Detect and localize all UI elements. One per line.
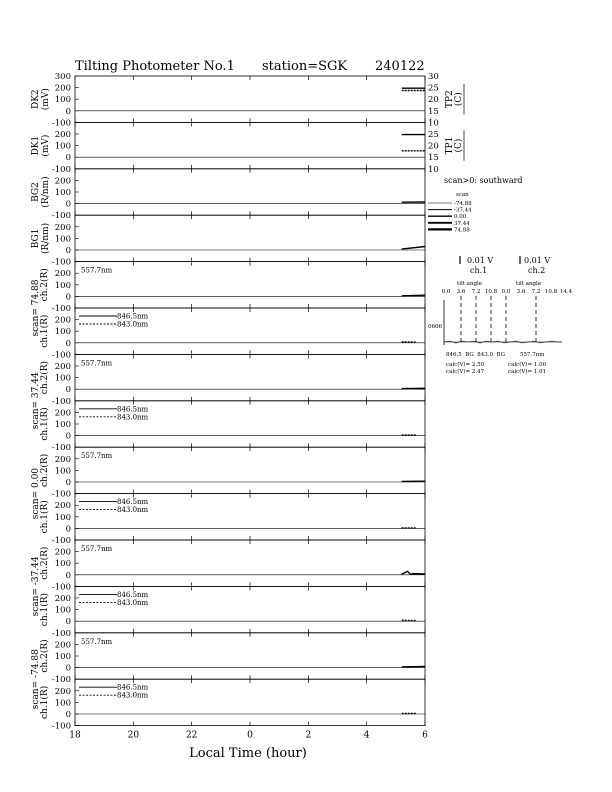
y-tick-label: -100 [51,721,71,732]
x-tick-label: 0 [247,730,253,741]
y-tick-label: 100 [54,698,71,709]
station-label: station=SGK [262,59,348,74]
y-axis-unit: (mV) [41,88,51,111]
series-line [402,571,425,574]
series-line [402,295,425,296]
y-tick-label: 200 [54,501,71,512]
temperature-tick-label: 10 [428,118,439,129]
y-tick-label: -100 [51,396,71,407]
tilt-tick-label: 0.0 [501,289,511,295]
tilt-tick-label: 7.2 [471,289,481,295]
series-legend: 846.5nm [117,590,149,599]
panel-p10 [39,494,425,546]
series-legend: 557.7nm [81,359,113,368]
panel-p6 [39,308,425,360]
y-tick-label: 0 [65,338,71,349]
mini-time-label: 0606 [428,324,442,330]
y-tick-label: 0 [65,246,71,256]
y-tick-label: 200 [54,408,71,419]
y-axis-label: ch.1(R) [40,407,50,441]
x-tick-label: 4 [363,730,370,741]
y-axis-label: ch.1(R) [40,592,50,627]
series-legend: 843.0nm [117,413,149,422]
series-legend: 843.0nm [117,598,149,607]
y-tick-label: 100 [54,95,71,106]
panel-p8 [39,401,425,453]
y-tick-label: -100 [51,164,71,175]
panel-bg2 [31,169,425,221]
panel-frame [75,76,425,122]
tilt-tick-label: 10.8 [544,289,558,295]
panel-frame [75,447,425,493]
series-legend: 843.0nm [117,691,149,700]
scan-legend [428,201,472,233]
series-legend: 846.5nm [117,405,149,414]
panel-p9 [31,447,425,519]
panel-p12 [39,586,425,638]
y-tick-label: 0 [65,663,71,674]
y-axis-unit: (R/nm) [41,176,51,208]
series-legend: 846.5nm [117,683,149,692]
y-tick-label: 200 [54,176,71,187]
y-tick-label: 200 [54,222,71,233]
temperature-tick-label: 20 [428,141,439,152]
scan-group-label: scan= -74.88 [31,649,41,710]
chart-title: Tilting Photometer No.1 [75,59,235,74]
y-axis-label: DK1 [31,135,41,156]
y-axis-label: BG1 [31,228,41,249]
voltage-scale-ch2: 0.01 V [524,256,551,265]
y-tick-label: 200 [54,130,71,140]
panel-frame [75,215,425,261]
temperature-label: TP2 [445,90,455,109]
series-legend: 846.5nm [117,498,149,507]
temperature-tick-label: 30 [428,72,439,82]
series-legend: 843.0nm [117,320,149,329]
y-tick-label: 0 [65,617,71,628]
scan-legend-value: 0.00 [454,214,467,221]
y-axis-label: ch.2(R) [40,268,50,302]
panel-frame [75,262,425,308]
x-tick-label: 18 [69,730,81,741]
y-tick-label: 100 [54,234,71,245]
y-axis-label: ch.2(R) [40,546,50,580]
tilt-tick-label: 3.6 [456,289,466,295]
y-tick-label: -100 [51,628,71,639]
y-tick-label: 0 [65,106,71,117]
scan-group-label: scan= 74.88 [31,279,41,337]
y-tick-label: 200 [54,362,71,372]
y-axis-label: ch.1(R) [40,314,50,348]
temperature-tick-label: 25 [428,83,439,94]
y-tick-label: 0 [65,153,71,164]
x-tick-label: 2 [305,730,312,741]
y-tick-label: 100 [54,559,71,570]
series-legend: 846.5nm [117,312,149,321]
mini-bottom-labels-1: 846.5 BG 843.0 BG [446,352,506,358]
y-tick-label: -100 [51,211,71,222]
x-axis [69,731,428,741]
y-tick-label: 200 [54,83,71,94]
temperature-axis [428,72,464,128]
tilt-tick-label: 7.2 [531,289,541,295]
scan-legend-title: scan [456,192,469,198]
y-tick-label: 300 [54,72,71,82]
voltage-scale-ch1: 0.01 V [467,256,494,265]
panel-frame [75,354,425,400]
series-legend: 557.7nm [81,545,113,553]
panel-stack [31,72,464,732]
scan-legend-value: -74.88 [454,201,472,207]
y-tick-label: 0 [65,478,71,488]
temperature-axis [428,130,464,175]
scan-legend-value: 37.44 [454,220,470,227]
panel-dk2 [31,72,464,128]
panel-p14 [39,679,425,731]
temperature-tick-label: 15 [428,106,439,117]
y-axis-label: DK2 [31,89,41,110]
side-panel [428,176,573,375]
y-tick-label: -100 [51,675,71,686]
calc-ch1-b: calc(V)= 2.47 [446,369,485,375]
y-tick-label: 0 [65,385,71,396]
tilt-tick-label: 14.4 [559,289,573,295]
y-tick-label: 200 [54,454,71,465]
y-tick-label: 200 [54,594,71,604]
y-tick-label: 0 [65,431,71,442]
y-tick-label: 100 [54,512,71,523]
x-tick-label: 22 [185,730,198,741]
series-line [402,247,425,250]
panel-bg1 [31,215,425,267]
y-tick-label: 200 [54,547,71,558]
y-tick-label: 100 [54,280,71,291]
series-legend: 557.7nm [81,637,113,646]
y-tick-label: 100 [54,188,71,198]
series-line [402,666,425,667]
y-tick-label: 100 [54,652,71,662]
y-tick-label: 0 [65,524,71,535]
channel-1-label: ch.1 [470,266,488,275]
y-axis-label: BG2 [31,182,41,202]
calc-ch2-b: calc(V)= 1.01 [508,369,547,375]
y-tick-label: -100 [51,304,71,314]
date-label: 240122 [375,59,425,74]
scan-group-label: scan= 0.00 [31,467,41,520]
scan-group-label: scan= -37.44 [31,556,41,617]
tilt-tick-label: 3.6 [516,289,526,295]
y-axis-label: ch.2(R) [40,360,50,395]
y-axis-label: ch.2(R) [40,639,50,673]
series-legend: 557.7nm [81,452,113,461]
y-tick-label: 0 [65,292,71,303]
calc-ch1-a: calc(V)= 2.50 [446,362,485,368]
temperature-tick-label: 25 [428,130,439,140]
y-tick-label: 100 [54,605,71,616]
y-tick-label: 100 [54,373,71,384]
x-tick-label: 20 [127,730,140,741]
temperature-unit: (C) [454,92,464,107]
y-tick-label: 200 [54,315,71,326]
temperature-tick-label: 15 [428,153,439,164]
tilt-tick-label: 0.0 [441,289,451,295]
panel-p7 [31,354,425,429]
y-tick-label: -100 [51,443,71,454]
y-axis-label: ch.2(R) [40,453,50,488]
calc-ch2-a: calc(V)= 1.00 [508,362,547,368]
y-tick-label: 200 [54,269,71,280]
y-tick-label: 200 [54,686,71,697]
y-tick-label: -100 [51,118,71,129]
y-tick-label: -100 [51,536,71,546]
y-tick-label: 100 [54,141,71,152]
y-tick-label: -100 [51,582,71,593]
y-tick-label: -100 [51,350,71,361]
tilt-angle-label-2: tilt angle [516,281,542,287]
y-axis-unit: (R/nm) [41,222,51,254]
panel-frame [75,169,425,215]
y-tick-label: 0 [65,710,71,720]
y-tick-label: 0 [65,570,71,581]
panel-frame [75,633,425,679]
y-axis-unit: (mV) [41,134,51,157]
tilt-angle-label-1: tilt angle [457,281,483,287]
y-tick-label: 100 [54,327,71,338]
panel-dk1 [31,122,464,174]
temperature-tick-label: 20 [428,95,439,106]
scan-group-label: scan= 37.44 [31,372,41,430]
scan-legend-value: 74.88 [454,227,470,234]
y-tick-label: 100 [54,466,71,477]
temperature-tick-label: 10 [428,164,439,175]
tilt-tick-label: 10.8 [484,289,498,295]
panel-frame [75,122,425,168]
mini-bottom-labels-2: 557.7nm [520,352,545,358]
series-legend: 557.7nm [81,266,113,275]
y-tick-label: -100 [51,257,71,268]
temperature-label: TP1 [445,136,455,155]
panel-p5 [31,262,425,337]
y-tick-label: 200 [54,640,71,651]
x-tick-label: 6 [422,730,428,741]
x-axis-label: Local Time (hour) [189,746,307,761]
panel-p11 [31,540,425,616]
panel-p13 [31,633,425,709]
panel-frame [75,540,425,586]
y-tick-label: 0 [65,199,71,210]
y-axis-label: ch.1(R) [40,500,50,534]
y-tick-label: 100 [54,420,71,430]
y-axis-label: ch.1(R) [40,685,50,720]
scan-direction-note: scan>0: southward [444,176,523,185]
y-tick-label: -100 [51,489,71,500]
temperature-unit: (C) [454,138,464,153]
series-legend: 843.0nm [117,506,149,515]
scan-legend-value: -37.44 [454,207,472,214]
tilt-ticks [442,289,573,342]
channel-2-label: ch.2 [528,266,546,275]
